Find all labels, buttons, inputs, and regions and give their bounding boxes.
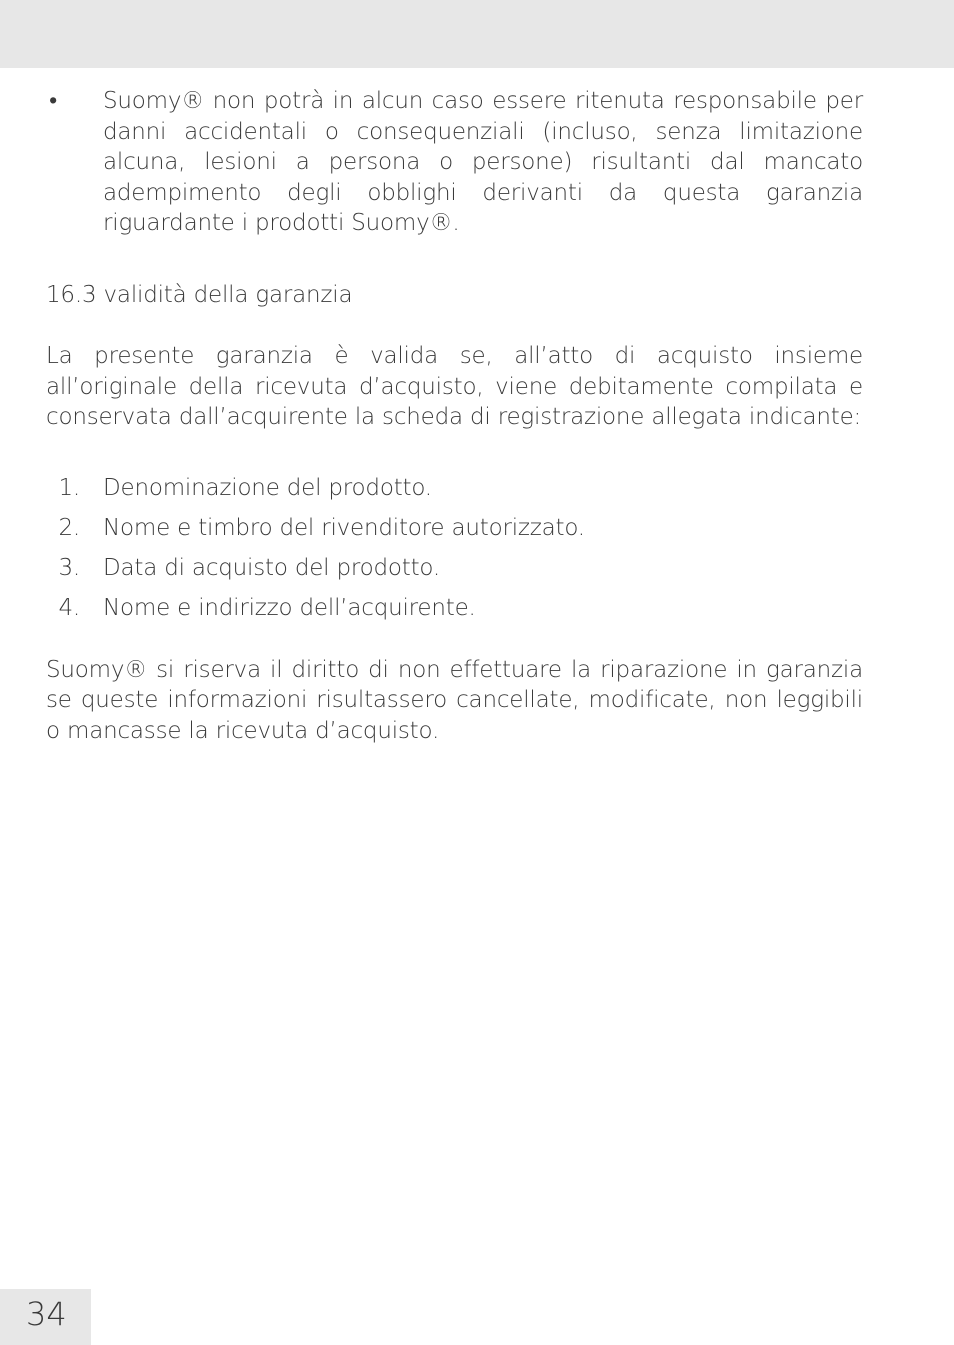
list-number: 2. bbox=[58, 514, 80, 541]
list-number: 1. bbox=[58, 474, 80, 501]
list-text: Data di acquisto del prodotto. bbox=[103, 554, 440, 581]
document-body bbox=[46, 86, 863, 746]
bullet-item bbox=[46, 86, 863, 239]
page-number: 34 bbox=[26, 1295, 67, 1333]
list-text: Denominazione del prodotto. bbox=[103, 474, 432, 501]
closing-paragraph: Suomy® si riserva il diritto di non effettuare la riparazione in garanzia se queste informazioni risultassero cancellate, modificate, non leggibili o mancasse la ricevuta d’acquisto. bbox=[46, 656, 863, 744]
list-number: 4. bbox=[58, 594, 80, 621]
list-item bbox=[46, 513, 863, 553]
list-number: 3. bbox=[58, 554, 80, 581]
header-band bbox=[0, 0, 954, 68]
list-item bbox=[46, 593, 863, 633]
list-item bbox=[46, 553, 863, 593]
list-text: Nome e indirizzo dell’acquirente. bbox=[103, 594, 476, 621]
bullet-text: Suomy® non potrà in alcun caso essere ritenuta responsabile per danni accidentali o consequenziali (incluso, senza limitazione alcuna, lesioni a persona o persone) risultanti dal mancato adempimento degli obblighi derivanti da questa garanzia riguardante i prodotti Suomy®. bbox=[103, 88, 863, 236]
bullet-marker: • bbox=[49, 88, 57, 114]
list-text: Nome e timbro del rivenditore autorizzato. bbox=[103, 514, 585, 541]
section-heading: 16.3 validità della garanzia bbox=[46, 281, 353, 308]
numbered-list bbox=[46, 473, 863, 633]
list-item bbox=[46, 473, 863, 513]
page-number-box bbox=[0, 1289, 91, 1345]
intro-paragraph: La presente garanzia è valida se, all’atto di acquisto insieme all’originale della ricevuta d’acquisto, viene debitamente compilata e conservata dall’acquirente la scheda di registrazione allegata indicante: bbox=[46, 343, 863, 430]
